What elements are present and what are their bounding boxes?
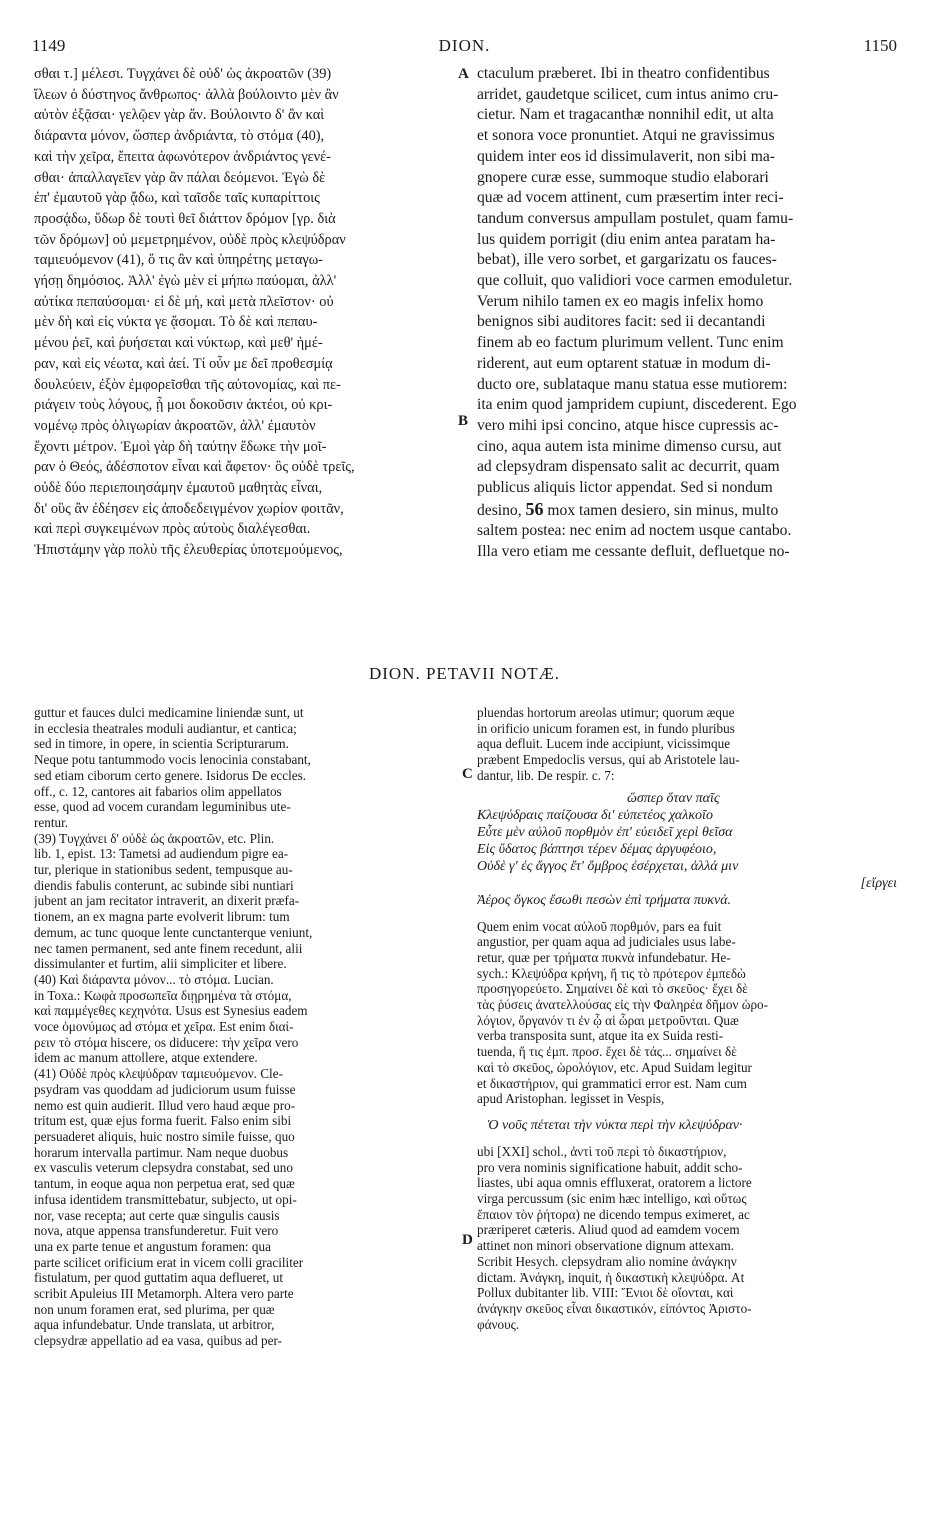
verse-line: Κλεψύδραις παίζουσα δι' εὐπετέος χαλκοῖο	[477, 807, 713, 823]
latin-text-line: benignos sibi auditores facit: sed ii decantandi	[477, 313, 766, 331]
latin-translation-column	[477, 64, 893, 563]
note-line: et δικαστήριον, qui grammatici error est. Nam cum	[477, 1075, 747, 1091]
verse-line: Εὖτε μὲν αὐλοῦ πορθμὸν ἐπ' εὐειδεῖ χερὶ θεῖσα	[477, 824, 733, 840]
latin-text-fragment: desino,	[477, 501, 526, 519]
note-line: dantur, lib. De respir. c. 7:	[477, 767, 615, 783]
note-line: tritum est, quæ ejus forma fuerit. Falso enim sibi	[34, 1113, 292, 1129]
latin-text-line: cietur. Nam et tragacanthæ nonnihil edit, ut alta	[477, 106, 774, 124]
greek-text-line: γήσῃ δημόσιος. Ἀλλ' ἐγὼ μὲν εἰ μήπω παύομαι, ἀλλ'	[34, 273, 337, 290]
note-line: scribit Apuleius III Metamorph. Altera vero parte	[34, 1286, 294, 1302]
note-line: horarum intervalla partimur. Nam neque duobus	[34, 1144, 289, 1160]
note-line: jubent an jam recitator intraverit, an dixerit præfa-	[34, 893, 300, 909]
verse-line: Οὐδὲ γ' ἐς ἄγγος ἔτ' ὄμβρος ἐσέρχεται, ἀλλά μιν	[477, 858, 739, 874]
note-line: προσηγορεύετο. Σημαίνει δὲ καὶ τὸ σκεῦος· ἔχει δὲ	[477, 981, 748, 997]
note-line: λόγιον, ὄργανόν τι ἐν ᾧ αἱ ὧραι μετροῦνται. Quæ	[477, 1012, 739, 1028]
note-line: dissimulanter et furtim, alii simpliciter et libere.	[34, 956, 287, 972]
note-line: sed in timore, in opere, in scientia Scripturarum.	[34, 736, 289, 752]
greek-text-line: σθαι· ἀπαλλαγεῖεν γὰρ ἂν πάλαι δεόμενοι. Ἐγὼ δὲ	[34, 169, 326, 186]
note-line: pluendas hortorum areolas utimur; quorum æque	[477, 705, 735, 720]
note-line: non unum foramen erat, sed plurima, per quæ	[34, 1301, 275, 1317]
section-marker-a: A	[458, 66, 469, 82]
note-line: voce ὁμονύμως ad στόμα et χεῖρα. Est enim διαί-	[34, 1019, 294, 1035]
note-line: tionem, an ex magna parte evolverit librum: tum	[34, 909, 290, 925]
note-line: angustior, per quam aqua ad judiciales usus labe-	[477, 934, 736, 950]
note-line: parte scilicet orificium erat in vicem colli graciliter	[34, 1254, 304, 1270]
note-line: dictam. Ἀνάγκη, inquit, ἡ δικαστικὴ κλεψύδρα. At	[477, 1269, 745, 1285]
note-line: in Toxa.: Κωφὰ προσωπεῖα διῃρημένα τὰ στόμα,	[34, 987, 292, 1003]
note-line: (40) Καὶ διάραντα μόνον... τὸ στόμα. Lucian.	[34, 971, 274, 987]
greek-text-column	[34, 64, 452, 561]
note-line: præriperet cæteris. Aliud quod ad eamdem vocem	[477, 1222, 740, 1238]
note-line: nor, vase recepta; aut certe quæ singulis causis	[34, 1207, 280, 1223]
note-line: τὰς ῥύσεις ἀνατελλούσας εἰς τὴν Φαληρέα δῆμον ὡρο-	[477, 997, 769, 1013]
note-line: verba transposita sunt, atque ita ex Suida resti-	[477, 1028, 724, 1044]
greek-text-line: δουλεύειν, ἐξὸν ἐμφορεῖσθαι τῆς αὐτονομίας, καὶ πε-	[34, 376, 341, 393]
latin-text-line: quidem inter eos id dissimulaverit, non sibi ma-	[477, 147, 775, 165]
note-line: attinet non minori observatione dignum attexam.	[477, 1238, 735, 1254]
section-marker-d: D	[462, 1232, 473, 1248]
spacer	[477, 909, 897, 919]
greek-text-line: Ἠπιστάμην γὰρ πολὺ τῆς ἐλευθερίας ὑποτεμούμενος,	[34, 542, 343, 559]
latin-text-line: cino, aqua autem ista minime dimenso cursu, aut	[477, 437, 782, 455]
note-line: Pollux dubitanter lib. VIII: Ἔνιοι δὲ οἴονται, καὶ	[477, 1285, 734, 1301]
verse-line: [εἴργει	[860, 875, 897, 891]
latin-text-line: bebat), ille vero sorbet, et gargarizatu os fauces-	[477, 251, 777, 269]
latin-text-line	[477, 499, 893, 522]
note-line: guttur et fauces dulci medicamine liniendæ sunt, ut	[34, 705, 304, 720]
note-line: tuenda, ἤ τις ἐμπ. προσ. ἔχει δὲ τάς... σημαίνει δὲ	[477, 1044, 737, 1060]
page-number-left: 1149	[32, 36, 66, 55]
note-line: retur, quæ per τρήματα πυκνὰ infundebatur. He-	[477, 949, 731, 965]
latin-text-line: ad clepsydram dispensato salit ac decurrit, quam	[477, 458, 780, 476]
note-line: ἀνάγκην σκεῦος εἶναι δικαστικόν, εἰπόντος Ἀριστο-	[477, 1300, 752, 1316]
note-line: ρειν τὸ στόμα hiscere, os diducere: τὴν χεῖρα vero	[34, 1034, 299, 1050]
verse-line: Ἀέρος ὄγκος ἔσωθι πεσὼν ἐπὶ τρήματα πυκνά.	[477, 892, 732, 908]
greek-text-line: αὐτὸν ἐξᾷσαι· γελῷεν γὰρ ἄν. Βούλοιντο δ' ἂν καὶ	[34, 107, 325, 124]
note-line: tantum, in eoque aqua non perpetua erat, sed quæ	[34, 1176, 295, 1192]
greek-text-line: διάραντα μόνον, ὥσπερ ἀνδριάντα, τὸ στόμα (40),	[34, 128, 325, 145]
note-line: off., c. 12, cantores ait fabarios olim appellatos	[34, 783, 282, 799]
spacer	[477, 1134, 897, 1144]
greek-text-line: μὲν δὴ καὶ εἰς νύκτα γε ᾄσομαι. Τὸ δὲ καὶ πεπαυ-	[34, 314, 318, 331]
note-line: lib. 1, epist. 13: Tametsi ad audiendum pigre ea-	[34, 846, 289, 862]
greek-text-line: αὐτίκα πεπαύσομαι· εἰ δὲ μή, καὶ μετὰ πλεῖστον· οὐ	[34, 293, 334, 310]
verse-line: ὥσπερ ὅταν παῖς	[627, 790, 720, 806]
running-title: DION.	[438, 36, 491, 55]
note-line: diendis fabulis conterunt, ac subinde sibi nuntiari	[34, 877, 294, 893]
note-line: aqua infundebatur. Unde translata, ut arbitror,	[34, 1317, 275, 1333]
latin-text-line: vero mihi ipsi concino, atque hisce cupressis ac-	[477, 416, 779, 434]
greek-text-line: οὐδὲ δύο περιεποιησάμην ἐμαυτοῦ μαθητὰς εἶναι,	[34, 480, 323, 497]
note-line: Quem enim vocat αὐλοῦ πορθμόν, pars ea fuit	[477, 918, 722, 934]
greek-text-line: νομένῳ πρὸς ὀλιγωρίαν ἀκροατῶν, ἀλλ' ἐμαυτὸν	[34, 417, 316, 434]
latin-text-line: ctaculum præberet. Ibi in theatro confidentibus	[477, 65, 770, 82]
greek-text-line: καὶ περὶ συγκειμένων πρὸς αὐτοὺς διαλέγεσθαι.	[34, 521, 311, 538]
note-line: ex vasculis veterum clepsydra constabat, sed uno	[34, 1160, 293, 1176]
greek-text-line: ἔχοντι μέτρον. Ἐμοὶ γὰρ δὴ ταύτην ἔδωκε τὴν μοῖ-	[34, 438, 327, 455]
note-line: fistulatum, per quod guttatim aqua deflueret, ut	[34, 1270, 284, 1286]
note-line: rentur.	[34, 814, 69, 830]
note-line: ἔπαιον τὸν ῥήτορα) ne dicendo tempus eximeret, ac	[477, 1206, 750, 1222]
verse-line: Εἰς ὕδατος βάπτησι τέρεν δέμας ἀργυφέοιο,	[477, 841, 717, 857]
note-line: sed etiam ciborum certo genere. Isidorus De eccles.	[34, 767, 307, 783]
note-line: liastes, ubi aqua omnis effluxerat, oratorem a lictore	[477, 1175, 752, 1191]
notes-right-column	[477, 705, 897, 1332]
note-line: clepsydræ appellatio ad ea vasa, quibus ad per-	[34, 1333, 283, 1349]
note-line: psydram vas quoddam ad judiciorum usum fuisse	[34, 1081, 296, 1097]
note-line: καὶ τὸ σκεῦος, ὡρολόγιον, etc. Apud Suidam legitur	[477, 1059, 752, 1075]
greek-text-line: ραν ὁ Θεός, ἀδέσποτον εἶναι καὶ ἄφετον· ὃς οὐδὲ τρεῖς,	[34, 459, 355, 476]
running-header	[32, 36, 897, 60]
note-line: (39) Τυγχάνει δ' οὐδὲ ὡς ἀκροατῶν, etc. Plin.	[34, 830, 275, 846]
latin-text-line: arridet, gaudetque scilicet, cum intus animo cru-	[477, 85, 779, 103]
greek-text-line: προσᾴδω, ὕδωρ δὲ τουτὶ θεῖ διάττον δρόμον [γρ. διὰ	[34, 210, 336, 227]
latin-text-line: quæ ad vocem attinent, cum præsertim inter reci-	[477, 189, 784, 207]
latin-text-line: que colluit, quo validiori voce carmen emoduletur.	[477, 272, 793, 290]
latin-text-line: ita enim quod jampridem cupiunt, discederent. Ego	[477, 396, 797, 414]
note-line: φάνους.	[477, 1316, 520, 1332]
note-line: ubi [XXI] schol., ἀντὶ τοῦ περὶ τὸ δικαστήριον,	[477, 1143, 727, 1159]
greek-text-line: ριάγειν τοὺς λόγους, ᾗ μοι δοκοῦσιν ἀκτέοι, οὐ κρι-	[34, 397, 333, 414]
note-line: καὶ παμμέγεθες κεχηνότα. Usus est Synesius eadem	[34, 1003, 308, 1019]
note-line: una ex parte tenue et angustum foramen: qua	[34, 1238, 271, 1254]
note-line: in orificio unicum foramen est, in fundo pluribus	[477, 720, 735, 736]
note-line: apud Aristophan. legisset in Vespis,	[477, 1091, 665, 1107]
greek-text-line: ραν, καὶ εἰς νέωτα, καὶ ἀεί. Τί οὖν με δεῖ προθεσμίᾳ	[34, 355, 333, 372]
greek-text-line: ταμιευόμενον (41), ὅ τις ἂν καὶ ὑπηρέτης μεταγω-	[34, 252, 323, 269]
greek-text-line: ἴλεων ὁ δύστηνος ἄνθρωπος· ἀλλὰ βούλοιντο μὲν ἂν	[34, 86, 339, 103]
section-marker-b: B	[458, 413, 469, 429]
latin-text-line: publicus aliquis lictor appendat. Sed si nondum	[477, 479, 773, 497]
greek-text-line: μένου ῥεῖ, καὶ ῥυήσεται καὶ νύκτωρ, καὶ μεθ' ἡμέ-	[34, 335, 323, 352]
note-line: nemo est quin audierit. Illud vero haud æque pro-	[34, 1097, 296, 1113]
greek-text-line: σθαι τ.] μέλεσι. Τυγχάνει δὲ οὐδ' ὡς ἀκροατῶν (39)	[34, 66, 332, 82]
latin-text-line: tandum conversus ampullam postulet, quam famu-	[477, 209, 794, 227]
greek-text-line: δι' οὓς ἂν ἐδέησεν εἰς ἀποδεδειγμένον χωρίον φοιτᾶν,	[34, 500, 344, 517]
note-line: pro vera nominis significatione habuit, addit scho-	[477, 1159, 743, 1175]
chapter-number: 56	[525, 498, 544, 519]
note-line: præbent Empedoclis versus, qui ab Aristotele lau-	[477, 752, 740, 768]
notes-left-column	[34, 705, 457, 1349]
note-line: persuaderet aliquis, huic nostro simile fuisse, quo	[34, 1128, 295, 1144]
note-line: infusa identidem transmittebatur, subjecto, ut opi-	[34, 1191, 297, 1207]
latin-text-line: saltem postea: nec enim ad noctem usque cantabo.	[477, 522, 792, 540]
latin-text-fragment: mox tamen desiero, sin minus, multo	[543, 501, 779, 519]
section-marker-c: C	[462, 766, 473, 782]
note-line: nec tamen permanent, sed ante finem recedunt, alii	[34, 940, 303, 956]
page-number-right: 1150	[863, 36, 897, 55]
greek-text-line: καὶ τὴν χεῖρα, ἔπειτα ἀφωνότερον ἀνδριάντος γενέ-	[34, 148, 331, 165]
note-line: in ecclesia theatrales moduli audiantur, et cantica;	[34, 720, 297, 736]
greek-text-line: τῶν δρόμων] οὐ μεμετρημένον, οὐδὲ πρὸς κλεψύδραν	[34, 231, 346, 248]
note-line: (41) Οὐδὲ πρὸς κλεψύδραν ταμιευόμενον. Cle-	[34, 1066, 283, 1082]
note-line: Scribit Hesych. clepsydram alio nomine ἀνάγκην	[477, 1253, 737, 1269]
latin-text-line: et sonora voce pronuntiet. Atqui ne gravissimus	[477, 127, 775, 145]
latin-text-line: Illa vero etiam me cessante defluit, defluetque no-	[477, 543, 790, 561]
note-line: nova, atque appensa transfunderetur. Fuit vero	[34, 1223, 279, 1239]
verse-line: Ὁ νοῦς πέτεται τὴν νύκτα περὶ τὴν κλεψύδραν·	[487, 1117, 743, 1133]
latin-text-line: gnopere curæ esse, summoque studio elaborari	[477, 168, 769, 186]
spacer	[477, 1107, 897, 1117]
note-line: sych.: Κλεψύδρα κρήνη, ἤ τις τὸ πρότερον ἐμπεδὼ	[477, 965, 746, 981]
note-line: Neque potu tantummodo vocis lenocinia constabant,	[34, 752, 311, 768]
note-line: tur, plerique in stationibus sedent, tempusque au-	[34, 862, 293, 878]
notes-heading: DION. PETAVII NOTÆ.	[368, 664, 561, 683]
note-line: esse, quod ad vocem curandam leguminibus ute-	[34, 799, 291, 815]
latin-text-line: Verum nihilo tamen ex eo magis infelix homo	[477, 292, 764, 310]
latin-text-line: ducto ore, sublataque manu statua esse mutiorem:	[477, 375, 788, 393]
note-line: demum, ac tunc quoque lente cunctanterque veniunt,	[34, 924, 313, 940]
note-line: aqua defluit. Lucem inde accipiunt, vicissimque	[477, 736, 731, 752]
note-line: idem ac manum attollere, atque extendere.	[34, 1050, 258, 1066]
latin-text-line: lus quidem porrigit (diu enim antea paratam ha-	[477, 230, 776, 248]
note-line: virga percussum (sic enim hæc intelligo, καὶ οὕτως	[477, 1191, 747, 1207]
greek-text-line: ἐπ' ἐμαυτοῦ γὰρ ᾄδω, καὶ ταῖσδε ταῖς κυπαρίττοις	[34, 190, 320, 207]
latin-text-line: riderent, aut eum optarent statuæ in modum di-	[477, 354, 771, 372]
latin-text-line: finem ab eo factum plurimum vellent. Tunc enim	[477, 334, 784, 352]
